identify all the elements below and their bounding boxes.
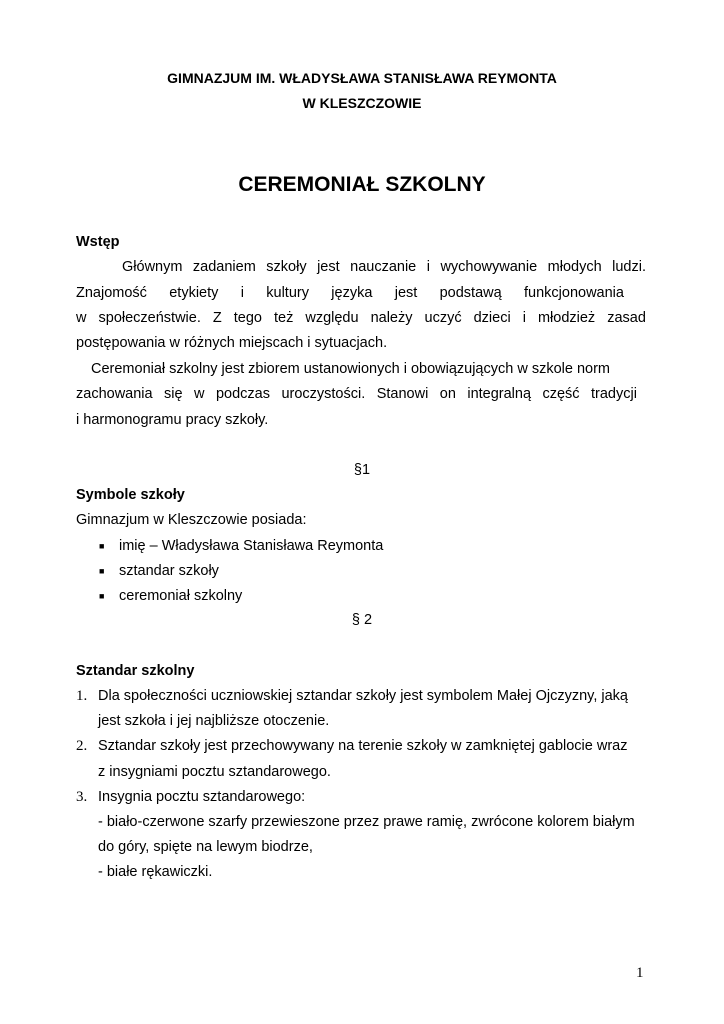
item1-line1: Dla społeczności uczniowskiej sztandar szkoły jest symbolem Małej Ojczyzny, jaką — [98, 688, 628, 704]
word: i — [426, 259, 430, 275]
word: uczyć — [424, 310, 462, 326]
word: i — [522, 310, 526, 326]
intro-p1-line2 — [76, 285, 624, 301]
list-number-1: 1. — [76, 688, 88, 704]
bullet-icon: ■ — [99, 591, 105, 601]
word: języka — [331, 285, 373, 301]
word: młodzież — [537, 310, 596, 326]
word: w — [76, 310, 87, 326]
symbol-item-3: ceremoniał szkolny — [119, 588, 243, 604]
word: Znajomość — [76, 285, 147, 301]
word: on — [439, 386, 456, 402]
section2-heading: Sztandar szkolny — [76, 663, 195, 679]
word: jest — [394, 285, 418, 301]
word: względu — [305, 310, 359, 326]
word: etykiety — [169, 285, 219, 301]
word: Z — [212, 310, 222, 326]
word: integralną — [467, 386, 532, 402]
intro-p2-line1: Ceremoniał szkolny jest zbiorem ustanowionych i obowiązujących w szkole norm — [91, 361, 610, 377]
intro-heading: Wstęp — [76, 234, 120, 250]
section1-lead: Gimnazjum w Kleszczowie posiada: — [76, 512, 307, 528]
school-name-line1: GIMNAZJUM IM. WŁADYSŁAWA STANISŁAWA REYMONTA — [167, 70, 557, 86]
word: dzieci — [473, 310, 511, 326]
symbol-item-1: imię – Władysława Stanisława Reymonta — [119, 538, 384, 554]
item1-line2: jest szkoła i jej najbliższe otoczenie. — [98, 713, 330, 729]
word: i — [240, 285, 244, 301]
section1-mark: §1 — [353, 462, 371, 478]
word: wychowywanie — [440, 259, 538, 275]
section1-heading: Symbole szkoły — [76, 487, 185, 503]
word: Głównym — [122, 259, 183, 275]
word: też — [274, 310, 294, 326]
word: zasad — [607, 310, 646, 326]
word: funkcjonowania — [524, 285, 624, 301]
item3-line2: - biało-czerwone szarfy przewieszone przez prawe ramię, zwrócone kolorem białym — [98, 814, 635, 830]
word: podstawą — [439, 285, 502, 301]
document-title: CEREMONIAŁ SZKOLNY — [238, 173, 486, 196]
list-number-3: 3. — [76, 789, 88, 805]
intro-p1-line4: postępowania w różnych miejscach i sytuacjach. — [76, 335, 388, 351]
word: uroczystości. — [281, 386, 366, 402]
section2-mark: § 2 — [351, 612, 373, 628]
bullet-icon: ■ — [99, 541, 105, 551]
symbol-item-2: sztandar szkoły — [119, 563, 219, 579]
item2-line2: z insygniami pocztu sztandarowego. — [98, 764, 331, 780]
word: społeczeństwie. — [98, 310, 201, 326]
word: tradycji — [591, 386, 637, 402]
word: młodych — [547, 259, 602, 275]
word: podczas — [215, 386, 270, 402]
word: nauczanie — [350, 259, 417, 275]
word: należy — [370, 310, 413, 326]
intro-p1-line1 — [122, 259, 646, 275]
item3-line3: do góry, spięte na lewym biodrze, — [98, 839, 313, 855]
page-number: 1 — [636, 965, 644, 981]
word: tego — [233, 310, 262, 326]
intro-p2-line2 — [76, 386, 637, 402]
word: zachowania — [76, 386, 153, 402]
item2-line1: Sztandar szkoły jest przechowywany na terenie szkoły w zamkniętej gablocie wraz — [98, 738, 628, 754]
item3-line1: Insygnia pocztu sztandarowego: — [98, 789, 306, 805]
word: kultury — [266, 285, 309, 301]
bullet-icon: ■ — [99, 566, 105, 576]
item3-line4: - białe rękawiczki. — [98, 864, 213, 880]
word: jest — [317, 259, 340, 275]
intro-p1-line3 — [76, 310, 646, 326]
intro-p2-line3: i harmonogramu pracy szkoły. — [76, 412, 269, 428]
word: część — [542, 386, 580, 402]
word: w — [194, 386, 205, 402]
school-name-line2: W KLESZCZOWIE — [302, 95, 422, 111]
word: zadaniem — [192, 259, 256, 275]
list-number-2: 2. — [76, 738, 88, 754]
word: szkoły — [266, 259, 307, 275]
word: się — [164, 386, 183, 402]
word: Stanowi — [376, 386, 429, 402]
word: ludzi. — [612, 259, 646, 275]
